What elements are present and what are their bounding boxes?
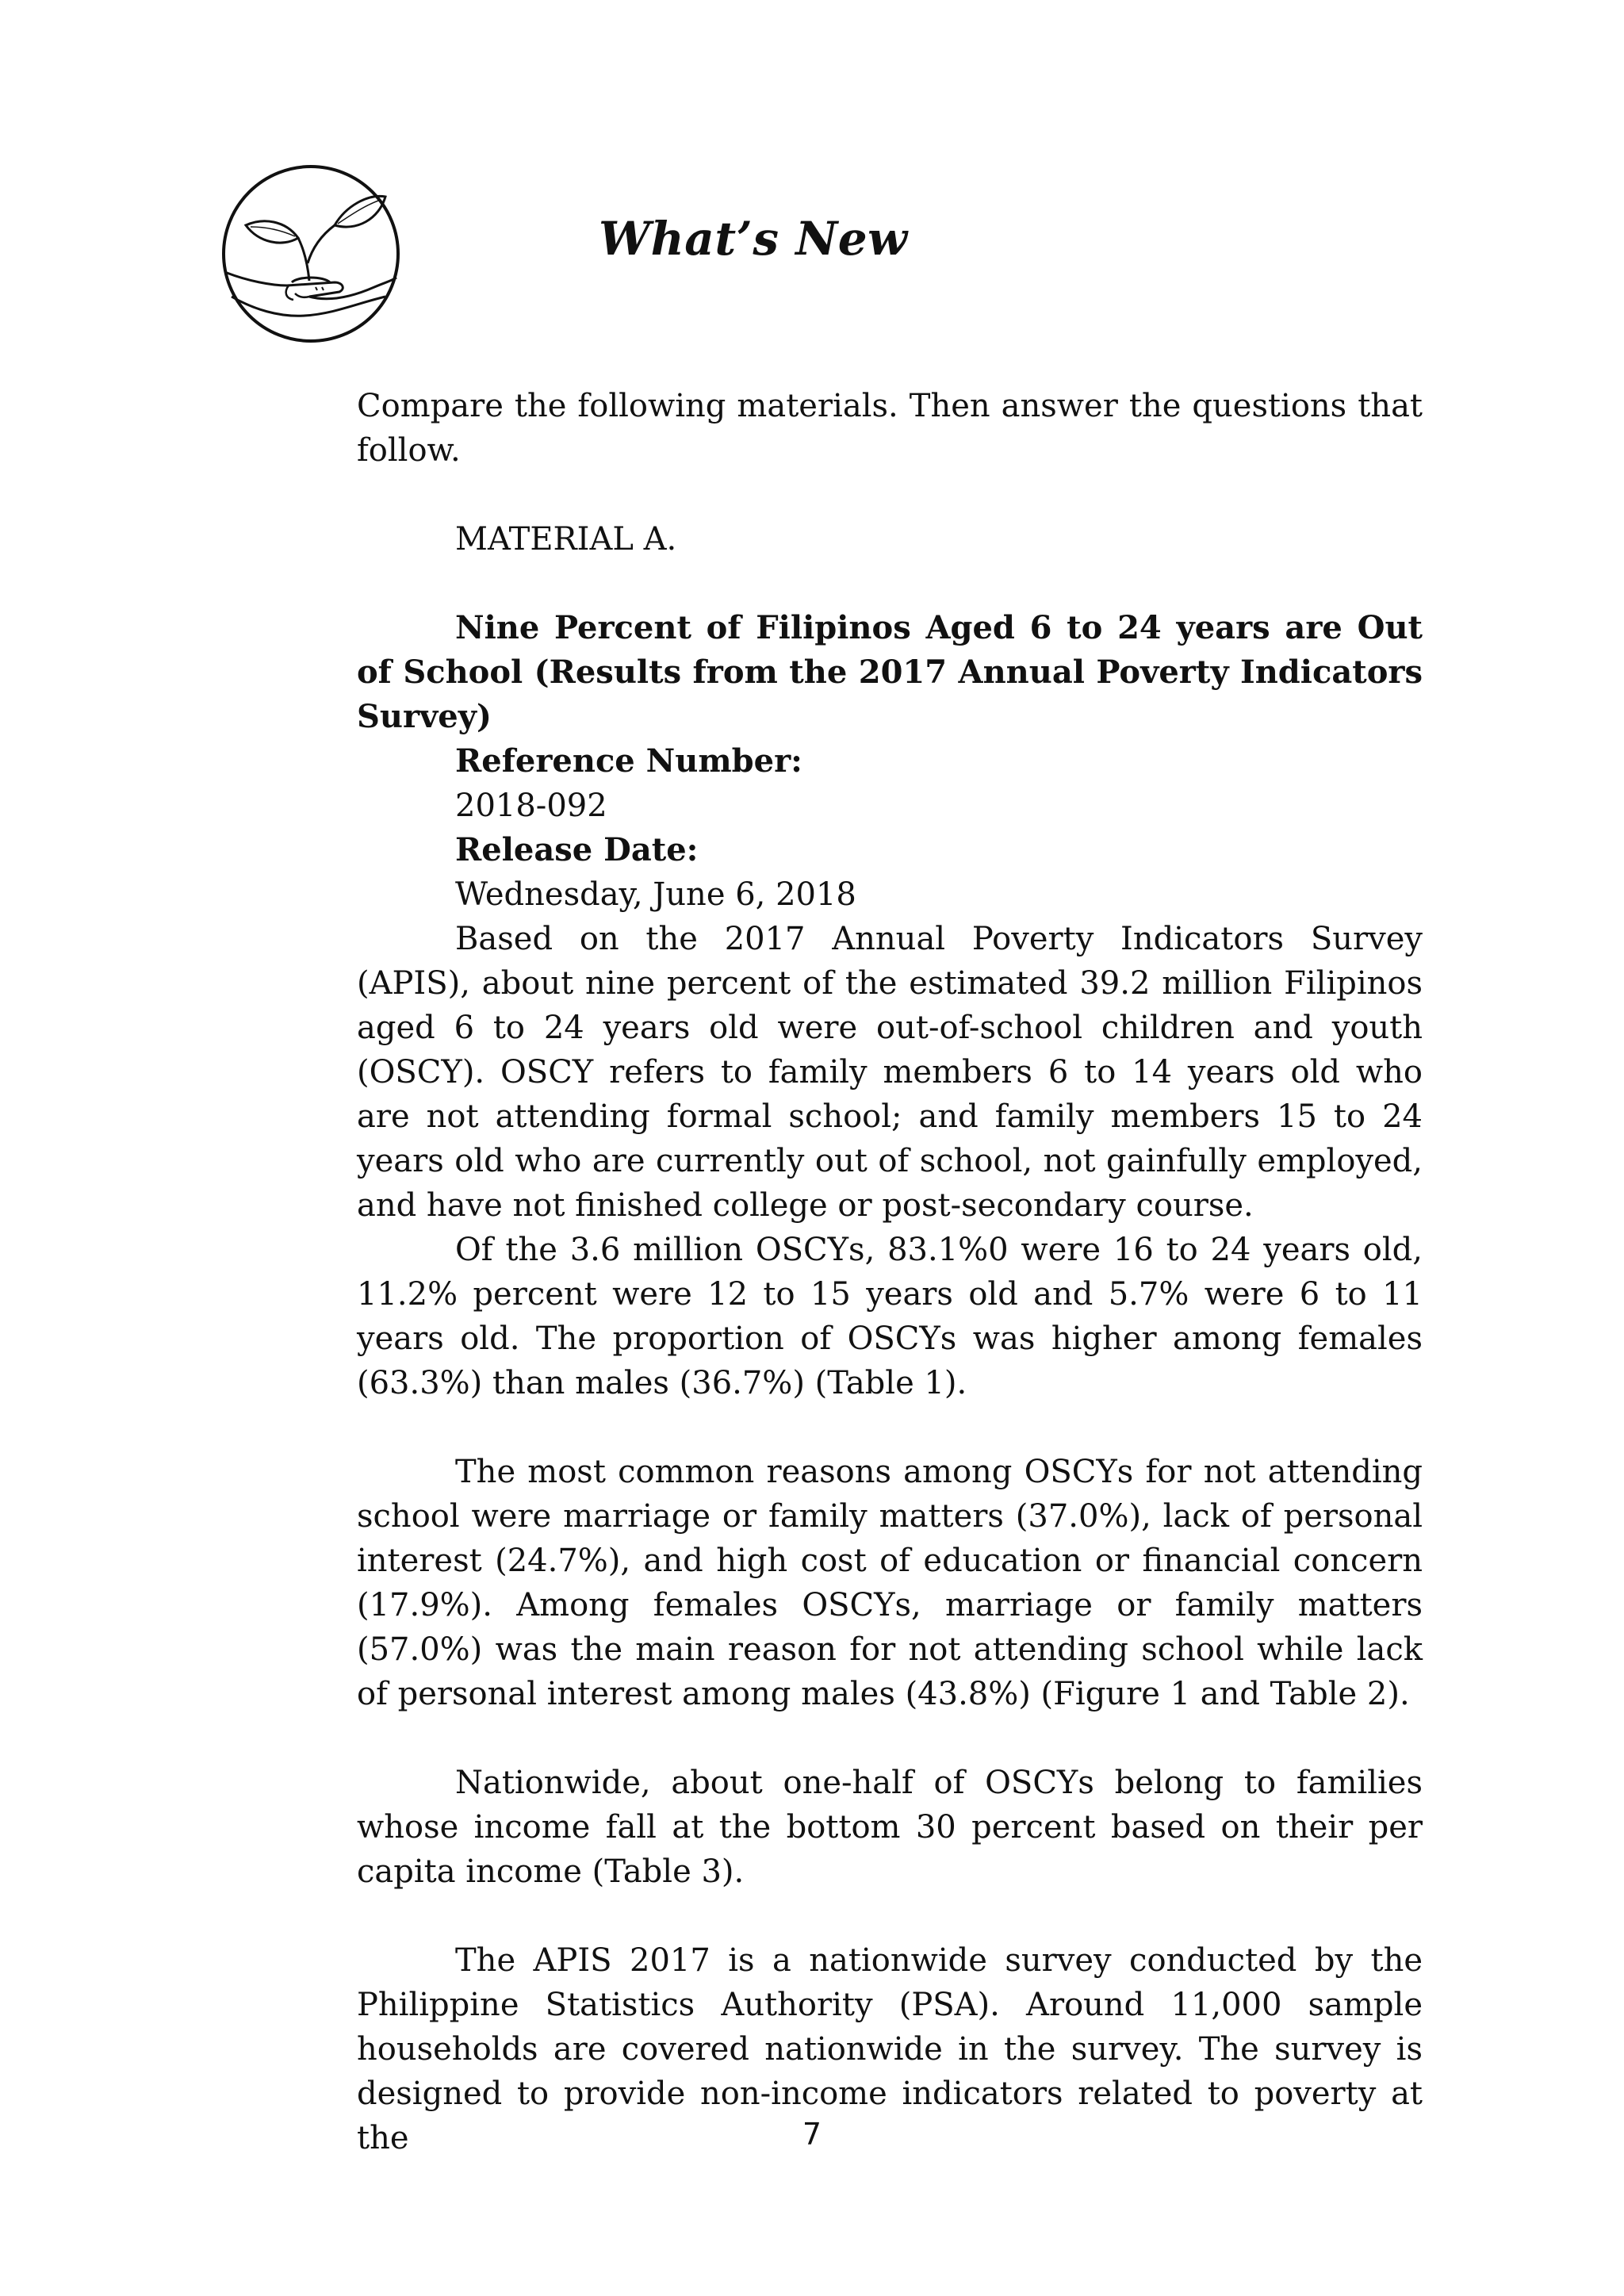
reference-value: 2018-092 (455, 788, 607, 824)
hand-holding-seedling-icon (216, 162, 406, 346)
reference-label: Reference Number: (455, 742, 802, 780)
release-value: Wednesday, June 6, 2018 (455, 876, 856, 913)
spacer (357, 1894, 1423, 1938)
spacer (357, 1405, 1423, 1450)
paragraph-survey: The APIS 2017 is a nationwide survey conducted by the Philippine Statistics Authority (PSA). Around 11,000 sample households are covered nationwide in the survey. The survey is designed to provide non-income indicators related to poverty at the (357, 1942, 1423, 2156)
article-title: Nine Percent of Filipinos Aged 6 to 24 years are Out of School (Results from the 2017 Annual Poverty Indicators Survey) (357, 609, 1423, 735)
page-number: 7 (802, 2117, 822, 2152)
section-heading: What’s New (599, 212, 908, 266)
spacer (357, 1716, 1423, 1761)
paragraph-income: Nationwide, about one-half of OSCYs belong to families whose income fall at the bottom 30 percent based on their per capita income (Table 3). (357, 1765, 1423, 1890)
spacer (357, 562, 1423, 606)
document-body (357, 384, 1423, 2160)
spacer (357, 473, 1423, 517)
intro-text: Compare the following materials. Then answer the questions that follow. (357, 388, 1423, 469)
paragraph-reasons: The most common reasons among OSCYs for not attending school were marriage or family matters (37.0%), lack of personal interest (24.7%), and high cost of education or financial concern (17.9%). Among females OSCYs, marriage or family matters (57.0%) was the main reason for not attending school while lack of personal interest among males (43.8%) (Figure 1 and Table 2). (357, 1454, 1423, 1712)
paragraph-oscy-breakdown: Of the 3.6 million OSCYs, 83.1%0 were 16 to 24 years old, 11.2% percent were 12 to 15 years old and 5.7% were 6 to 11 years old. The proportion of OSCYs was higher among females (63.3%) than males (36.7%) (Table 1). (357, 1232, 1423, 1401)
release-label: Release Date: (455, 831, 699, 868)
material-label: MATERIAL A. (455, 521, 677, 558)
paragraph-apis: Based on the 2017 Annual Poverty Indicators Survey (APIS), about nine percent of the estimated 39.2 million Filipinos aged 6 to 24 years old were out-of-school children and youth (OSCY). OSCY refers to family members 6 to 14 years old who are not attending formal school; and family members 15 to 24 years old who are currently out of school, not gainfully employed, and have not finished college or post-secondary course. (357, 921, 1423, 1224)
